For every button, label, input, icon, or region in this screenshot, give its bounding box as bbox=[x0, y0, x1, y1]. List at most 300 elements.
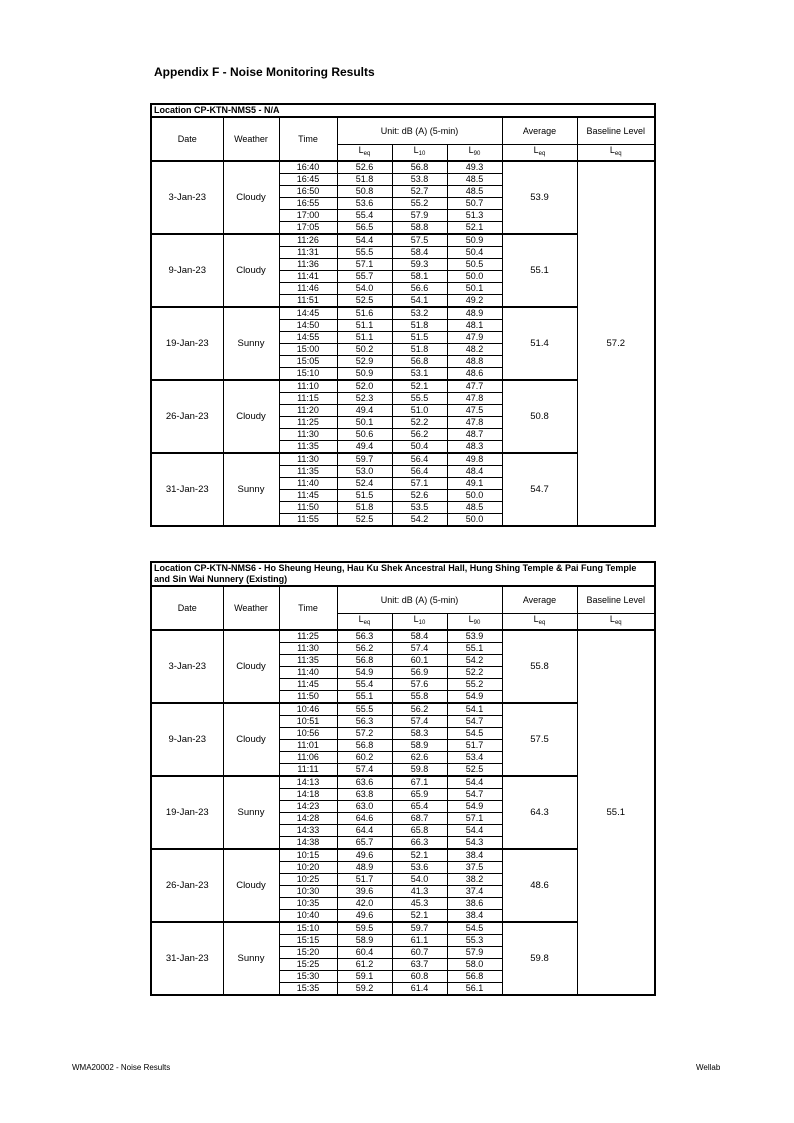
table-row bbox=[151, 161, 655, 174]
time-cell: 11:45 bbox=[279, 679, 337, 691]
average-cell: 54.7 bbox=[502, 453, 577, 526]
leq-cell: 51.7 bbox=[337, 874, 392, 886]
l90-cell: 38.6 bbox=[447, 898, 502, 910]
time-cell: 11:35 bbox=[279, 441, 337, 454]
header-l90-letter: L bbox=[468, 614, 474, 624]
time-cell: 16:40 bbox=[279, 161, 337, 174]
header-leq-letter: L bbox=[358, 145, 364, 155]
l90-cell: 50.5 bbox=[447, 259, 502, 271]
header-average-leq bbox=[502, 614, 577, 631]
weather-cell: Cloudy bbox=[223, 234, 279, 307]
weather-cell: Cloudy bbox=[223, 380, 279, 453]
l90-cell: 49.8 bbox=[447, 453, 502, 466]
leq-cell: 51.6 bbox=[337, 307, 392, 320]
l10-cell: 61.4 bbox=[392, 983, 447, 996]
l90-cell: 50.4 bbox=[447, 247, 502, 259]
time-cell: 11:10 bbox=[279, 380, 337, 393]
leq-cell: 55.7 bbox=[337, 271, 392, 283]
time-cell: 11:11 bbox=[279, 764, 337, 777]
time-cell: 11:30 bbox=[279, 643, 337, 655]
l90-cell: 38.4 bbox=[447, 910, 502, 923]
page-title: Appendix F - Noise Monitoring Results bbox=[154, 65, 375, 79]
l90-cell: 52.1 bbox=[447, 222, 502, 235]
leq-cell: 50.1 bbox=[337, 417, 392, 429]
leq-cell: 55.5 bbox=[337, 703, 392, 716]
time-cell: 11:15 bbox=[279, 393, 337, 405]
l90-cell: 51.7 bbox=[447, 740, 502, 752]
l90-cell: 57.9 bbox=[447, 947, 502, 959]
time-cell: 14:18 bbox=[279, 789, 337, 801]
l10-cell: 67.1 bbox=[392, 776, 447, 789]
footer-company: Wellab bbox=[696, 1063, 721, 1072]
average-cell: 55.1 bbox=[502, 234, 577, 307]
l10-cell: 61.1 bbox=[392, 935, 447, 947]
time-cell: 11:40 bbox=[279, 478, 337, 490]
l10-cell: 52.1 bbox=[392, 910, 447, 923]
leq-cell: 49.6 bbox=[337, 849, 392, 862]
l10-cell: 56.4 bbox=[392, 453, 447, 466]
l90-cell: 52.2 bbox=[447, 667, 502, 679]
leq-cell: 57.4 bbox=[337, 764, 392, 777]
l10-cell: 58.4 bbox=[392, 630, 447, 643]
leq-cell: 52.9 bbox=[337, 356, 392, 368]
header-average-leq-letter: L bbox=[533, 145, 539, 155]
time-cell: 15:25 bbox=[279, 959, 337, 971]
average-cell: 59.8 bbox=[502, 922, 577, 995]
leq-cell: 50.6 bbox=[337, 429, 392, 441]
leq-cell: 64.6 bbox=[337, 813, 392, 825]
l90-cell: 51.3 bbox=[447, 210, 502, 222]
time-cell: 10:30 bbox=[279, 886, 337, 898]
header-baseline-leq-subscript: eq bbox=[614, 620, 622, 626]
average-cell: 53.9 bbox=[502, 161, 577, 234]
l90-cell: 58.0 bbox=[447, 959, 502, 971]
footer-document-ref: WMA20002 - Noise Results bbox=[72, 1063, 171, 1072]
time-cell: 10:56 bbox=[279, 728, 337, 740]
time-cell: 15:10 bbox=[279, 922, 337, 935]
time-cell: 14:50 bbox=[279, 320, 337, 332]
header-row bbox=[151, 117, 655, 145]
l90-cell: 49.1 bbox=[447, 478, 502, 490]
leq-cell: 52.5 bbox=[337, 514, 392, 527]
time-cell: 11:45 bbox=[279, 490, 337, 502]
header-unit: Unit: dB (A) (5-min) bbox=[337, 586, 502, 614]
time-cell: 16:50 bbox=[279, 186, 337, 198]
header-weather: Weather bbox=[223, 586, 279, 630]
l10-cell: 60.8 bbox=[392, 971, 447, 983]
l90-cell: 54.7 bbox=[447, 716, 502, 728]
weather-cell: Cloudy bbox=[223, 849, 279, 922]
l90-cell: 53.9 bbox=[447, 630, 502, 643]
l10-cell: 52.2 bbox=[392, 417, 447, 429]
time-cell: 14:33 bbox=[279, 825, 337, 837]
l10-cell: 55.8 bbox=[392, 691, 447, 704]
l90-cell: 48.7 bbox=[447, 429, 502, 441]
l10-cell: 53.1 bbox=[392, 368, 447, 381]
l90-cell: 48.9 bbox=[447, 307, 502, 320]
l10-cell: 62.6 bbox=[392, 752, 447, 764]
leq-cell: 55.5 bbox=[337, 247, 392, 259]
l10-cell: 52.1 bbox=[392, 380, 447, 393]
l90-cell: 38.4 bbox=[447, 849, 502, 862]
l90-cell: 50.9 bbox=[447, 234, 502, 247]
time-cell: 14:28 bbox=[279, 813, 337, 825]
l90-cell: 56.8 bbox=[447, 971, 502, 983]
leq-cell: 54.0 bbox=[337, 283, 392, 295]
time-cell: 14:23 bbox=[279, 801, 337, 813]
leq-cell: 51.1 bbox=[337, 320, 392, 332]
time-cell: 10:25 bbox=[279, 874, 337, 886]
time-cell: 15:35 bbox=[279, 983, 337, 996]
header-leq-subscript: eq bbox=[363, 620, 371, 626]
time-cell: 11:26 bbox=[279, 234, 337, 247]
l90-cell: 54.9 bbox=[447, 691, 502, 704]
header-l10-letter: L bbox=[413, 614, 419, 624]
weather-cell: Sunny bbox=[223, 776, 279, 849]
time-cell: 10:35 bbox=[279, 898, 337, 910]
time-cell: 11:30 bbox=[279, 429, 337, 441]
leq-cell: 57.1 bbox=[337, 259, 392, 271]
l90-cell: 55.2 bbox=[447, 679, 502, 691]
header-date: Date bbox=[151, 117, 223, 161]
time-cell: 11:50 bbox=[279, 691, 337, 704]
l10-cell: 52.1 bbox=[392, 849, 447, 862]
l90-cell: 50.0 bbox=[447, 490, 502, 502]
weather-cell: Sunny bbox=[223, 453, 279, 526]
header-l90 bbox=[447, 614, 502, 631]
l10-cell: 60.7 bbox=[392, 947, 447, 959]
l90-cell: 52.5 bbox=[447, 764, 502, 777]
header-average-leq-letter: L bbox=[533, 614, 539, 624]
time-cell: 11:30 bbox=[279, 453, 337, 466]
l90-cell: 47.8 bbox=[447, 393, 502, 405]
l10-cell: 63.7 bbox=[392, 959, 447, 971]
l10-cell: 58.3 bbox=[392, 728, 447, 740]
l90-cell: 48.8 bbox=[447, 356, 502, 368]
l90-cell: 54.4 bbox=[447, 776, 502, 789]
l10-cell: 58.9 bbox=[392, 740, 447, 752]
l90-cell: 48.3 bbox=[447, 441, 502, 454]
header-l10 bbox=[392, 145, 447, 162]
l90-cell: 50.1 bbox=[447, 283, 502, 295]
location-row bbox=[151, 562, 655, 586]
leq-cell: 63.6 bbox=[337, 776, 392, 789]
time-cell: 11:35 bbox=[279, 466, 337, 478]
weather-cell: Sunny bbox=[223, 922, 279, 995]
l90-cell: 50.0 bbox=[447, 271, 502, 283]
weather-cell: Cloudy bbox=[223, 703, 279, 776]
l90-cell: 54.1 bbox=[447, 703, 502, 716]
l10-cell: 53.6 bbox=[392, 862, 447, 874]
time-cell: 11:51 bbox=[279, 295, 337, 308]
average-cell: 57.5 bbox=[502, 703, 577, 776]
header-baseline: Baseline Level bbox=[577, 586, 655, 614]
l10-cell: 59.3 bbox=[392, 259, 447, 271]
header-time: Time bbox=[279, 586, 337, 630]
average-cell: 50.8 bbox=[502, 380, 577, 453]
header-baseline-leq bbox=[577, 614, 655, 631]
l90-cell: 48.1 bbox=[447, 320, 502, 332]
leq-cell: 50.2 bbox=[337, 344, 392, 356]
l90-cell: 49.3 bbox=[447, 161, 502, 174]
header-baseline: Baseline Level bbox=[577, 117, 655, 145]
header-unit: Unit: dB (A) (5-min) bbox=[337, 117, 502, 145]
l10-cell: 52.6 bbox=[392, 490, 447, 502]
l90-cell: 48.5 bbox=[447, 174, 502, 186]
header-l90-subscript: 90 bbox=[473, 620, 481, 626]
header-l10-subscript: 10 bbox=[418, 151, 426, 157]
l90-cell: 48.5 bbox=[447, 186, 502, 198]
l10-cell: 53.2 bbox=[392, 307, 447, 320]
leq-cell: 51.8 bbox=[337, 502, 392, 514]
leq-cell: 56.3 bbox=[337, 716, 392, 728]
l90-cell: 49.2 bbox=[447, 295, 502, 308]
leq-cell: 58.9 bbox=[337, 935, 392, 947]
l10-cell: 56.4 bbox=[392, 466, 447, 478]
time-cell: 15:30 bbox=[279, 971, 337, 983]
date-cell: 9-Jan-23 bbox=[151, 703, 223, 776]
weather-cell: Cloudy bbox=[223, 161, 279, 234]
leq-cell: 50.8 bbox=[337, 186, 392, 198]
date-cell: 3-Jan-23 bbox=[151, 630, 223, 703]
header-weather: Weather bbox=[223, 117, 279, 161]
time-cell: 17:05 bbox=[279, 222, 337, 235]
leq-cell: 64.4 bbox=[337, 825, 392, 837]
l90-cell: 57.1 bbox=[447, 813, 502, 825]
date-cell: 19-Jan-23 bbox=[151, 776, 223, 849]
leq-cell: 49.6 bbox=[337, 910, 392, 923]
leq-cell: 54.4 bbox=[337, 234, 392, 247]
leq-cell: 54.9 bbox=[337, 667, 392, 679]
l10-cell: 57.5 bbox=[392, 234, 447, 247]
date-cell: 26-Jan-23 bbox=[151, 849, 223, 922]
l10-cell: 54.2 bbox=[392, 514, 447, 527]
l10-cell: 52.7 bbox=[392, 186, 447, 198]
date-cell: 31-Jan-23 bbox=[151, 453, 223, 526]
l10-cell: 56.8 bbox=[392, 356, 447, 368]
l10-cell: 57.4 bbox=[392, 716, 447, 728]
leq-cell: 52.5 bbox=[337, 295, 392, 308]
leq-cell: 56.5 bbox=[337, 222, 392, 235]
location-title: Location CP-KTN-NMS5 - N/A bbox=[151, 104, 655, 117]
weather-cell: Sunny bbox=[223, 307, 279, 380]
time-cell: 15:20 bbox=[279, 947, 337, 959]
weather-cell: Cloudy bbox=[223, 630, 279, 703]
leq-cell: 55.4 bbox=[337, 210, 392, 222]
time-cell: 11:06 bbox=[279, 752, 337, 764]
l90-cell: 54.7 bbox=[447, 789, 502, 801]
l10-cell: 53.8 bbox=[392, 174, 447, 186]
l90-cell: 47.7 bbox=[447, 380, 502, 393]
l90-cell: 47.9 bbox=[447, 332, 502, 344]
time-cell: 11:25 bbox=[279, 630, 337, 643]
l90-cell: 53.4 bbox=[447, 752, 502, 764]
location-row bbox=[151, 104, 655, 117]
time-cell: 16:55 bbox=[279, 198, 337, 210]
l90-cell: 50.0 bbox=[447, 514, 502, 527]
l90-cell: 54.5 bbox=[447, 922, 502, 935]
leq-cell: 53.6 bbox=[337, 198, 392, 210]
leq-cell: 42.0 bbox=[337, 898, 392, 910]
l90-cell: 50.7 bbox=[447, 198, 502, 210]
time-cell: 10:40 bbox=[279, 910, 337, 923]
noise-table-nms6 bbox=[150, 561, 656, 996]
l10-cell: 56.2 bbox=[392, 429, 447, 441]
header-leq-letter: L bbox=[358, 614, 364, 624]
header-leq bbox=[337, 145, 392, 162]
leq-cell: 60.4 bbox=[337, 947, 392, 959]
leq-cell: 61.2 bbox=[337, 959, 392, 971]
time-cell: 15:15 bbox=[279, 935, 337, 947]
leq-cell: 52.6 bbox=[337, 161, 392, 174]
l10-cell: 57.9 bbox=[392, 210, 447, 222]
l10-cell: 56.2 bbox=[392, 703, 447, 716]
time-cell: 11:50 bbox=[279, 502, 337, 514]
leq-cell: 51.8 bbox=[337, 174, 392, 186]
date-cell: 9-Jan-23 bbox=[151, 234, 223, 307]
header-row bbox=[151, 586, 655, 614]
header-baseline-leq-subscript: eq bbox=[614, 151, 622, 157]
date-cell: 19-Jan-23 bbox=[151, 307, 223, 380]
time-cell: 11:41 bbox=[279, 271, 337, 283]
l90-cell: 55.1 bbox=[447, 643, 502, 655]
leq-cell: 52.3 bbox=[337, 393, 392, 405]
l10-cell: 59.8 bbox=[392, 764, 447, 777]
l90-cell: 56.1 bbox=[447, 983, 502, 996]
leq-cell: 55.4 bbox=[337, 679, 392, 691]
l10-cell: 58.1 bbox=[392, 271, 447, 283]
average-cell: 51.4 bbox=[502, 307, 577, 380]
l10-cell: 50.4 bbox=[392, 441, 447, 454]
l90-cell: 54.3 bbox=[447, 837, 502, 850]
time-cell: 11:35 bbox=[279, 655, 337, 667]
l10-cell: 51.8 bbox=[392, 344, 447, 356]
leq-cell: 53.0 bbox=[337, 466, 392, 478]
time-cell: 11:31 bbox=[279, 247, 337, 259]
l10-cell: 51.8 bbox=[392, 320, 447, 332]
l10-cell: 57.6 bbox=[392, 679, 447, 691]
l10-cell: 41.3 bbox=[392, 886, 447, 898]
leq-cell: 51.1 bbox=[337, 332, 392, 344]
header-baseline-leq-letter: L bbox=[609, 145, 615, 155]
time-cell: 10:15 bbox=[279, 849, 337, 862]
time-cell: 11:46 bbox=[279, 283, 337, 295]
header-average-leq-subscript: eq bbox=[538, 620, 546, 626]
l90-cell: 37.5 bbox=[447, 862, 502, 874]
header-l90 bbox=[447, 145, 502, 162]
header-baseline-leq-letter: L bbox=[609, 614, 615, 624]
time-cell: 15:10 bbox=[279, 368, 337, 381]
baseline-cell: 57.2 bbox=[577, 161, 655, 526]
l10-cell: 65.4 bbox=[392, 801, 447, 813]
leq-cell: 52.4 bbox=[337, 478, 392, 490]
header-average: Average bbox=[502, 586, 577, 614]
leq-cell: 59.2 bbox=[337, 983, 392, 996]
time-cell: 14:38 bbox=[279, 837, 337, 850]
time-cell: 11:20 bbox=[279, 405, 337, 417]
l90-cell: 54.4 bbox=[447, 825, 502, 837]
l10-cell: 56.8 bbox=[392, 161, 447, 174]
l90-cell: 37.4 bbox=[447, 886, 502, 898]
time-cell: 14:45 bbox=[279, 307, 337, 320]
time-cell: 11:36 bbox=[279, 259, 337, 271]
header-l10-subscript: 10 bbox=[418, 620, 426, 626]
l10-cell: 54.0 bbox=[392, 874, 447, 886]
leq-cell: 56.2 bbox=[337, 643, 392, 655]
header-leq-subscript: eq bbox=[363, 151, 371, 157]
header-date: Date bbox=[151, 586, 223, 630]
l90-cell: 38.2 bbox=[447, 874, 502, 886]
date-cell: 26-Jan-23 bbox=[151, 380, 223, 453]
leq-cell: 63.0 bbox=[337, 801, 392, 813]
leq-cell: 60.2 bbox=[337, 752, 392, 764]
l10-cell: 57.4 bbox=[392, 643, 447, 655]
time-cell: 10:46 bbox=[279, 703, 337, 716]
time-cell: 17:00 bbox=[279, 210, 337, 222]
header-l10 bbox=[392, 614, 447, 631]
time-cell: 16:45 bbox=[279, 174, 337, 186]
l10-cell: 58.8 bbox=[392, 222, 447, 235]
l10-cell: 45.3 bbox=[392, 898, 447, 910]
l10-cell: 56.9 bbox=[392, 667, 447, 679]
leq-cell: 50.9 bbox=[337, 368, 392, 381]
leq-cell: 65.7 bbox=[337, 837, 392, 850]
l10-cell: 60.1 bbox=[392, 655, 447, 667]
leq-cell: 52.0 bbox=[337, 380, 392, 393]
l10-cell: 55.2 bbox=[392, 198, 447, 210]
leq-cell: 63.8 bbox=[337, 789, 392, 801]
header-l90-subscript: 90 bbox=[473, 151, 481, 157]
l90-cell: 54.9 bbox=[447, 801, 502, 813]
l10-cell: 59.7 bbox=[392, 922, 447, 935]
header-average: Average bbox=[502, 117, 577, 145]
l10-cell: 56.6 bbox=[392, 283, 447, 295]
leq-cell: 59.5 bbox=[337, 922, 392, 935]
date-cell: 3-Jan-23 bbox=[151, 161, 223, 234]
l10-cell: 54.1 bbox=[392, 295, 447, 308]
time-cell: 11:55 bbox=[279, 514, 337, 527]
header-leq bbox=[337, 614, 392, 631]
l90-cell: 55.3 bbox=[447, 935, 502, 947]
leq-cell: 56.8 bbox=[337, 740, 392, 752]
time-cell: 14:55 bbox=[279, 332, 337, 344]
leq-cell: 39.6 bbox=[337, 886, 392, 898]
header-average-leq bbox=[502, 145, 577, 162]
l10-cell: 53.5 bbox=[392, 502, 447, 514]
leq-cell: 49.4 bbox=[337, 441, 392, 454]
noise-table-nms5 bbox=[150, 103, 656, 527]
header-time: Time bbox=[279, 117, 337, 161]
time-cell: 10:51 bbox=[279, 716, 337, 728]
l90-cell: 48.5 bbox=[447, 502, 502, 514]
l10-cell: 57.1 bbox=[392, 478, 447, 490]
l10-cell: 51.0 bbox=[392, 405, 447, 417]
l90-cell: 48.2 bbox=[447, 344, 502, 356]
time-cell: 11:25 bbox=[279, 417, 337, 429]
l90-cell: 48.6 bbox=[447, 368, 502, 381]
l90-cell: 48.4 bbox=[447, 466, 502, 478]
location-title: Location CP-KTN-NMS6 - Ho Sheung Heung, Hau Ku Shek Ancestral Hall, Hung Shing Temple & Pai Fung Temple and Sin Wai Nunnery (Existing) bbox=[151, 562, 655, 586]
l10-cell: 65.8 bbox=[392, 825, 447, 837]
leq-cell: 55.1 bbox=[337, 691, 392, 704]
average-cell: 55.8 bbox=[502, 630, 577, 703]
l10-cell: 58.4 bbox=[392, 247, 447, 259]
time-cell: 15:05 bbox=[279, 356, 337, 368]
leq-cell: 51.5 bbox=[337, 490, 392, 502]
header-l90-letter: L bbox=[468, 145, 474, 155]
l90-cell: 47.5 bbox=[447, 405, 502, 417]
l90-cell: 47.8 bbox=[447, 417, 502, 429]
